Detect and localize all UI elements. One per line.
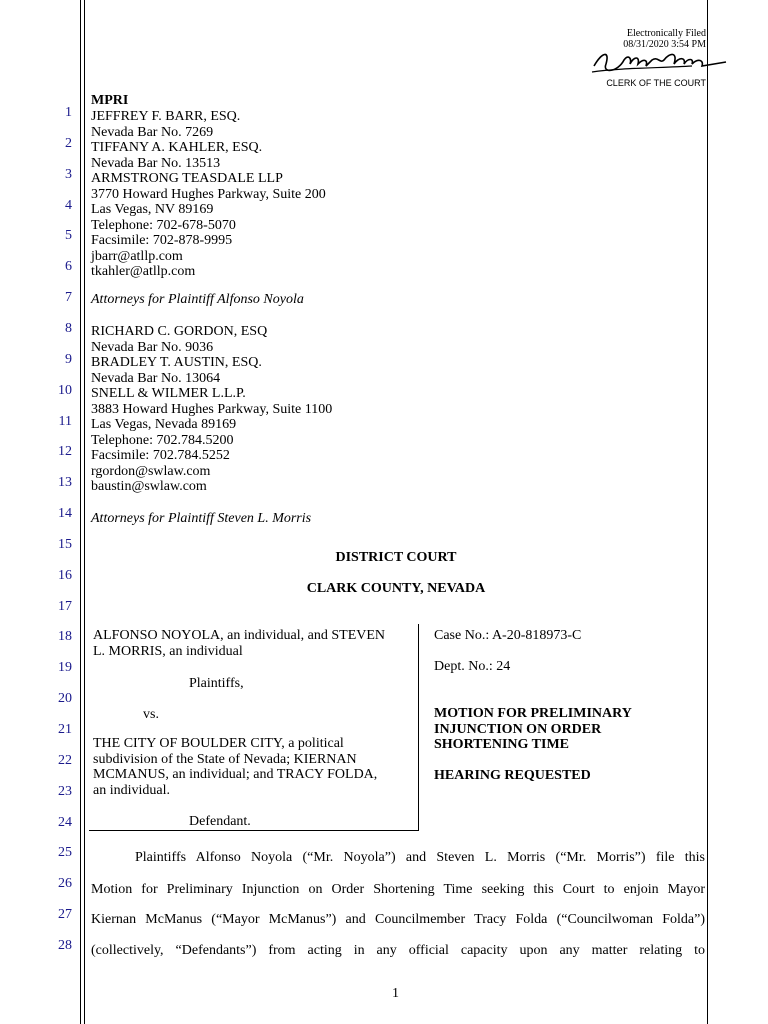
counsel-line: Telephone: 702-678-5070 xyxy=(91,217,236,233)
counsel-line: JEFFREY F. BARR, ESQ. xyxy=(91,109,241,124)
filing-stamp xyxy=(588,28,706,90)
counsel-line: 3883 Howard Hughes Parkway, Suite 1100 xyxy=(91,401,333,417)
counsel-line: Facsimile: 702.784.5252 xyxy=(91,448,230,463)
line-number: 17 xyxy=(58,598,72,614)
line-number: 8 xyxy=(65,320,72,336)
counsel-line: TIFFANY A. KAHLER, ESQ. xyxy=(91,140,263,155)
hearing-requested: HEARING REQUESTED xyxy=(434,768,591,783)
line-number: 22 xyxy=(58,752,72,768)
line-number: 5 xyxy=(65,228,72,244)
court-name: DISTRICT COURT xyxy=(335,550,457,565)
counsel-line: SNELL & WILMER L.L.P. xyxy=(91,386,246,401)
counsel-line: rgordon@swlaw.com xyxy=(91,463,211,479)
caption-defendant-line: an individual. xyxy=(93,782,170,798)
caption-vs: vs. xyxy=(143,707,159,722)
right-margin-rule xyxy=(707,0,708,1024)
body-line-3: Kiernan McManus (“Mayor McManus”) and Councilmember Tracy Folda (“Councilwoman Folda”) xyxy=(91,912,705,927)
caption-defendant-label: Defendant. xyxy=(189,814,251,829)
line-number: 12 xyxy=(58,444,72,460)
counsel-line: tkahler@atllp.com xyxy=(91,264,196,279)
body-line-1: Plaintiffs Alfonso Noyola (“Mr. Noyola”) and Steven L. Morris (“Mr. Morris”) file this xyxy=(135,850,705,865)
motion-title-line: MOTION FOR PRELIMINARY xyxy=(434,706,632,721)
counsel-line: Las Vegas, Nevada 89169 xyxy=(91,417,237,432)
caption-plaintiffs-label: Plaintiffs, xyxy=(189,676,244,691)
line-number: 4 xyxy=(65,197,72,213)
caption-defendant-line: THE CITY OF BOULDER CITY, a political xyxy=(93,736,344,751)
stamp-clerk-label: CLERK OF THE COURT xyxy=(606,78,706,88)
caption-plaintiff-line: ALFONSO NOYOLA, an individual, and STEVEN xyxy=(93,628,386,643)
line-number: 15 xyxy=(58,536,72,552)
caption-plaintiff-line: L. MORRIS, an individual xyxy=(93,643,243,659)
counsel-line: baustin@swlaw.com xyxy=(91,479,207,494)
left-margin-rule-2 xyxy=(84,0,85,1024)
line-number: 10 xyxy=(58,382,72,398)
line-number: 13 xyxy=(58,475,72,491)
counsel-line: Nevada Bar No. 7269 xyxy=(91,124,214,140)
court-county: CLARK COUNTY, NEVADA xyxy=(306,581,486,596)
left-margin-rule-1 xyxy=(80,0,81,1024)
line-number: 1 xyxy=(65,105,72,120)
line-number: 28 xyxy=(58,937,72,953)
line-number: 3 xyxy=(65,166,72,182)
counsel-line: ARMSTRONG TEASDALE LLP xyxy=(91,171,283,186)
line-number: 9 xyxy=(65,351,72,367)
page-number: 1 xyxy=(392,986,399,1001)
body-line-2: Motion for Preliminary Injunction on Order Shortening Time seeking this Court to enjoin Mayor xyxy=(91,882,705,897)
motion-title-line: INJUNCTION ON ORDER xyxy=(434,721,602,737)
line-number: 20 xyxy=(58,691,72,707)
body-line-4: (collectively, “Defendants”) from acting in any official capacity upon any matter relating to xyxy=(91,943,705,958)
caption-defendant-line: subdivision of the State of Nevada; KIERNAN xyxy=(93,751,357,767)
clerk-signature-icon xyxy=(588,46,728,80)
counsel-line: Facsimile: 702-878-9995 xyxy=(91,233,233,248)
counsel-line: RICHARD C. GORDON, ESQ xyxy=(91,324,268,339)
line-number: 25 xyxy=(58,845,72,861)
caption-parties-box xyxy=(89,624,419,831)
line-number: 16 xyxy=(58,567,72,583)
case-number: Case No.: A-20-818973-C xyxy=(434,628,582,643)
line-number: 18 xyxy=(58,629,72,645)
counsel-line: Telephone: 702.784.5200 xyxy=(91,432,234,448)
counsel-line: 3770 Howard Hughes Parkway, Suite 200 xyxy=(91,186,326,202)
line-number: 11 xyxy=(58,413,72,429)
motion-title-line: SHORTENING TIME xyxy=(434,737,570,752)
line-number: 27 xyxy=(58,907,72,923)
line-number: 21 xyxy=(58,722,72,737)
department-number: Dept. No.: 24 xyxy=(434,659,511,674)
counsel-line: jbarr@atllp.com xyxy=(91,248,183,264)
counsel-line: Nevada Bar No. 13513 xyxy=(91,155,221,171)
counsel-line: Nevada Bar No. 9036 xyxy=(91,339,214,355)
line-number: 7 xyxy=(65,290,72,306)
line-number: 26 xyxy=(58,876,72,892)
caption-defendant-line: MCMANUS, an individual; and TRACY FOLDA, xyxy=(93,767,378,782)
counsel-line: Nevada Bar No. 13064 xyxy=(91,370,221,386)
line-number: 2 xyxy=(65,135,72,151)
line-number: 6 xyxy=(65,259,72,275)
line-number: 24 xyxy=(58,814,72,830)
counsel-role-noyola: Attorneys for Plaintiff Alfonso Noyola xyxy=(91,292,304,307)
counsel-line: Las Vegas, NV 89169 xyxy=(91,202,214,217)
stamp-filed-label: Electronically Filed xyxy=(626,28,706,39)
line-number: 19 xyxy=(58,660,72,676)
counsel-line: BRADLEY T. AUSTIN, ESQ. xyxy=(91,355,262,370)
stamp-datetime: 08/31/2020 3:54 PM xyxy=(623,39,706,50)
counsel-role-morris: Attorneys for Plaintiff Steven L. Morris xyxy=(91,511,312,526)
line-number: 23 xyxy=(58,783,72,799)
line-number: 14 xyxy=(58,506,72,522)
document-code: MPRI xyxy=(91,93,129,108)
